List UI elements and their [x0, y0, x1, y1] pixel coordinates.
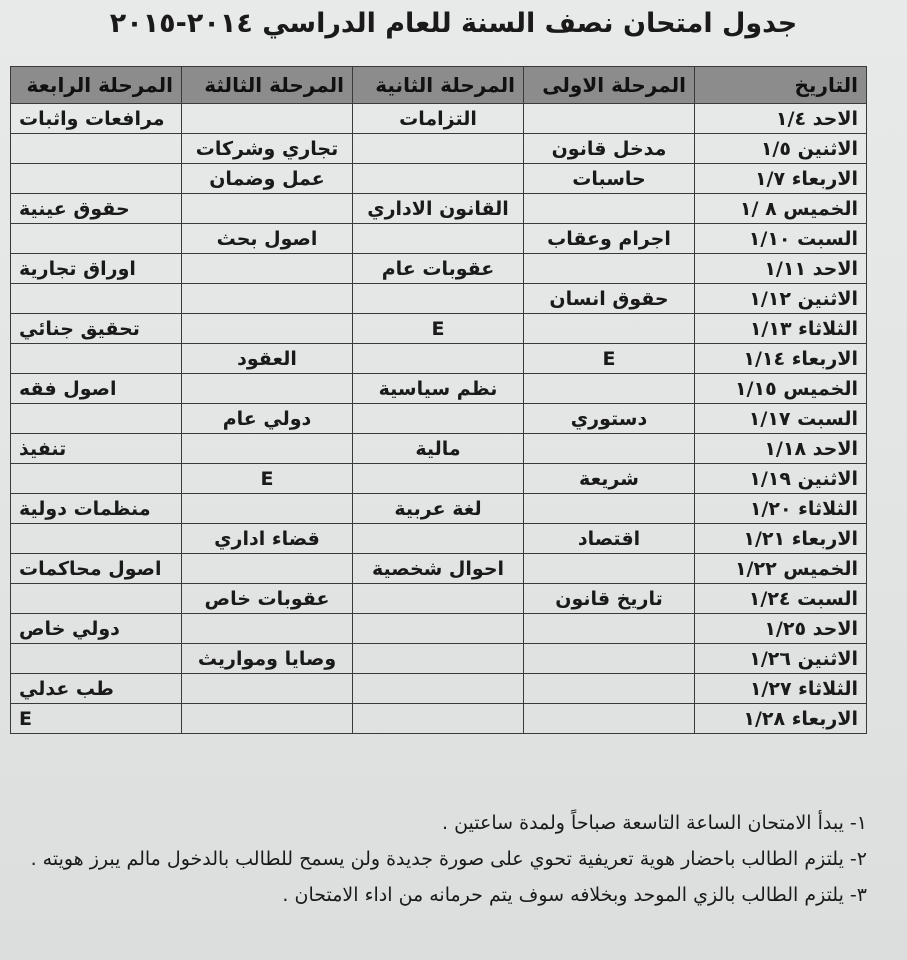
cell-stage-4: E — [11, 704, 182, 734]
cell-stage-3 — [182, 674, 353, 704]
table-row — [11, 254, 867, 284]
cell-date: السبت ١/١٧ — [695, 404, 867, 434]
notes — [27, 806, 867, 914]
table-header-row — [11, 67, 867, 104]
cell-stage-1 — [524, 374, 695, 404]
cell-stage-4 — [11, 524, 182, 554]
cell-stage-2: احوال شخصية — [353, 554, 524, 584]
cell-date: الاربعاء ١/١٤ — [695, 344, 867, 374]
cell-stage-4 — [11, 584, 182, 614]
cell-stage-1: تاريخ قانون — [524, 584, 695, 614]
cell-stage-1: حقوق انسان — [524, 284, 695, 314]
cell-stage-4 — [11, 644, 182, 674]
cell-stage-1 — [524, 434, 695, 464]
table-row — [11, 284, 867, 314]
cell-stage-1 — [524, 314, 695, 344]
cell-stage-4 — [11, 164, 182, 194]
cell-date: الثلاثاء ١/٢٠ — [695, 494, 867, 524]
cell-date: السبت ١/٢٤ — [695, 584, 867, 614]
table-row — [11, 104, 867, 134]
cell-stage-2: لغة عربية — [353, 494, 524, 524]
cell-stage-4: تحقيق جنائي — [11, 314, 182, 344]
cell-date: الاربعاء ١/٢٨ — [695, 704, 867, 734]
cell-stage-2: نظم سياسية — [353, 374, 524, 404]
cell-stage-2 — [353, 614, 524, 644]
cell-date: الاثنين ١/١٩ — [695, 464, 867, 494]
cell-stage-3 — [182, 704, 353, 734]
cell-stage-2: القانون الاداري — [353, 194, 524, 224]
cell-stage-2: عقوبات عام — [353, 254, 524, 284]
note-item: ٢- يلتزم الطالب باحضار هوية تعريفية تحوي على صورة جديدة ولن يسمح للطالب بالدخول مالم يبرز هويته . — [30, 848, 867, 870]
cell-stage-4 — [11, 404, 182, 434]
cell-stage-4 — [11, 344, 182, 374]
cell-stage-4 — [11, 284, 182, 314]
cell-stage-1 — [524, 104, 695, 134]
header-date: التاريخ — [695, 67, 867, 104]
table-row — [11, 704, 867, 734]
cell-stage-1 — [524, 554, 695, 584]
cell-stage-4: اصول محاكمات — [11, 554, 182, 584]
cell-date: الخميس ١/٢٢ — [695, 554, 867, 584]
cell-stage-1 — [524, 254, 695, 284]
cell-stage-1: شريعة — [524, 464, 695, 494]
cell-stage-3 — [182, 614, 353, 644]
table-row — [11, 404, 867, 434]
table-row — [11, 494, 867, 524]
exam-schedule-table — [10, 66, 867, 734]
table-row — [11, 584, 867, 614]
note-item: ٣- يلتزم الطالب بالزي الموحد وبخلافه سوف يتم حرمانه من اداء الامتحان . — [282, 884, 867, 906]
cell-stage-2 — [353, 344, 524, 374]
table-row — [11, 434, 867, 464]
cell-stage-3 — [182, 284, 353, 314]
cell-stage-1: حاسبات — [524, 164, 695, 194]
cell-stage-1: اقتصاد — [524, 524, 695, 554]
table-row — [11, 464, 867, 494]
cell-stage-3: قضاء اداري — [182, 524, 353, 554]
cell-date: الاحد ١/٤ — [695, 104, 867, 134]
table-row — [11, 374, 867, 404]
cell-stage-3 — [182, 254, 353, 284]
cell-stage-3: تجاري وشركات — [182, 134, 353, 164]
table-row — [11, 674, 867, 704]
table-row — [11, 614, 867, 644]
cell-stage-2 — [353, 704, 524, 734]
cell-stage-3: عقوبات خاص — [182, 584, 353, 614]
cell-stage-2: التزامات — [353, 104, 524, 134]
cell-stage-2 — [353, 584, 524, 614]
cell-stage-1 — [524, 614, 695, 644]
cell-date: الاربعاء ١/٧ — [695, 164, 867, 194]
cell-date: الثلاثاء ١/١٣ — [695, 314, 867, 344]
cell-stage-2 — [353, 284, 524, 314]
cell-stage-4: تنفيذ — [11, 434, 182, 464]
header-stage-3: المرحلة الثالثة — [182, 67, 353, 104]
cell-stage-3: العقود — [182, 344, 353, 374]
cell-stage-1: E — [524, 344, 695, 374]
cell-stage-3: وصايا ومواريث — [182, 644, 353, 674]
cell-stage-3 — [182, 554, 353, 584]
cell-stage-3 — [182, 494, 353, 524]
cell-stage-1 — [524, 674, 695, 704]
cell-stage-4 — [11, 224, 182, 254]
cell-stage-4: اوراق تجارية — [11, 254, 182, 284]
table-row — [11, 554, 867, 584]
cell-stage-2 — [353, 674, 524, 704]
table-row — [11, 194, 867, 224]
table-row — [11, 344, 867, 374]
cell-stage-2: E — [353, 314, 524, 344]
cell-stage-2 — [353, 164, 524, 194]
table-row — [11, 164, 867, 194]
table-row — [11, 314, 867, 344]
cell-stage-2 — [353, 524, 524, 554]
table-row — [11, 644, 867, 674]
header-stage-4: المرحلة الرابعة — [11, 67, 182, 104]
cell-stage-4 — [11, 464, 182, 494]
cell-stage-3 — [182, 194, 353, 224]
cell-stage-4: منظمات دولية — [11, 494, 182, 524]
header-stage-2: المرحلة الثانية — [353, 67, 524, 104]
cell-stage-1 — [524, 494, 695, 524]
cell-date: الاحد ١/١٨ — [695, 434, 867, 464]
cell-stage-2 — [353, 464, 524, 494]
cell-date: الاحد ١/٢٥ — [695, 614, 867, 644]
cell-stage-1: مدخل قانون — [524, 134, 695, 164]
cell-stage-3: عمل وضمان — [182, 164, 353, 194]
cell-date: السبت ١/١٠ — [695, 224, 867, 254]
cell-stage-4: دولي خاص — [11, 614, 182, 644]
cell-stage-1 — [524, 194, 695, 224]
cell-stage-2 — [353, 224, 524, 254]
table-row — [11, 524, 867, 554]
cell-stage-1: اجرام وعقاب — [524, 224, 695, 254]
cell-stage-1 — [524, 644, 695, 674]
cell-stage-2 — [353, 134, 524, 164]
header-stage-1: المرحلة الاولى — [524, 67, 695, 104]
cell-stage-4: طب عدلي — [11, 674, 182, 704]
cell-date: الثلاثاء ١/٢٧ — [695, 674, 867, 704]
cell-stage-3 — [182, 104, 353, 134]
cell-stage-4: اصول فقه — [11, 374, 182, 404]
table-row — [11, 134, 867, 164]
cell-stage-3: E — [182, 464, 353, 494]
cell-date: الاربعاء ١/٢١ — [695, 524, 867, 554]
cell-stage-4 — [11, 134, 182, 164]
cell-stage-3 — [182, 434, 353, 464]
cell-stage-2 — [353, 404, 524, 434]
cell-date: الاحد ١/١١ — [695, 254, 867, 284]
cell-date: الاثنين ١/٥ — [695, 134, 867, 164]
cell-stage-3: دولي عام — [182, 404, 353, 434]
cell-stage-2: مالية — [353, 434, 524, 464]
cell-date: الخميس ١/١٥ — [695, 374, 867, 404]
cell-stage-1 — [524, 704, 695, 734]
cell-stage-4: مرافعات واثبات — [11, 104, 182, 134]
cell-stage-2 — [353, 644, 524, 674]
cell-stage-3: اصول بحث — [182, 224, 353, 254]
cell-stage-3 — [182, 314, 353, 344]
page-title: جدول امتحان نصف السنة للعام الدراسي ٢٠١٤-٢٠١٥ — [109, 8, 798, 39]
note-item: ١- يبدأ الامتحان الساعة التاسعة صباحاً ولمدة ساعتين . — [442, 812, 867, 834]
cell-stage-4: حقوق عينية — [11, 194, 182, 224]
table-row — [11, 224, 867, 254]
cell-stage-1: دستوري — [524, 404, 695, 434]
cell-stage-3 — [182, 374, 353, 404]
cell-date: الخميس ٨ /١ — [695, 194, 867, 224]
cell-date: الاثنين ١/١٢ — [695, 284, 867, 314]
cell-date: الاثنين ١/٢٦ — [695, 644, 867, 674]
